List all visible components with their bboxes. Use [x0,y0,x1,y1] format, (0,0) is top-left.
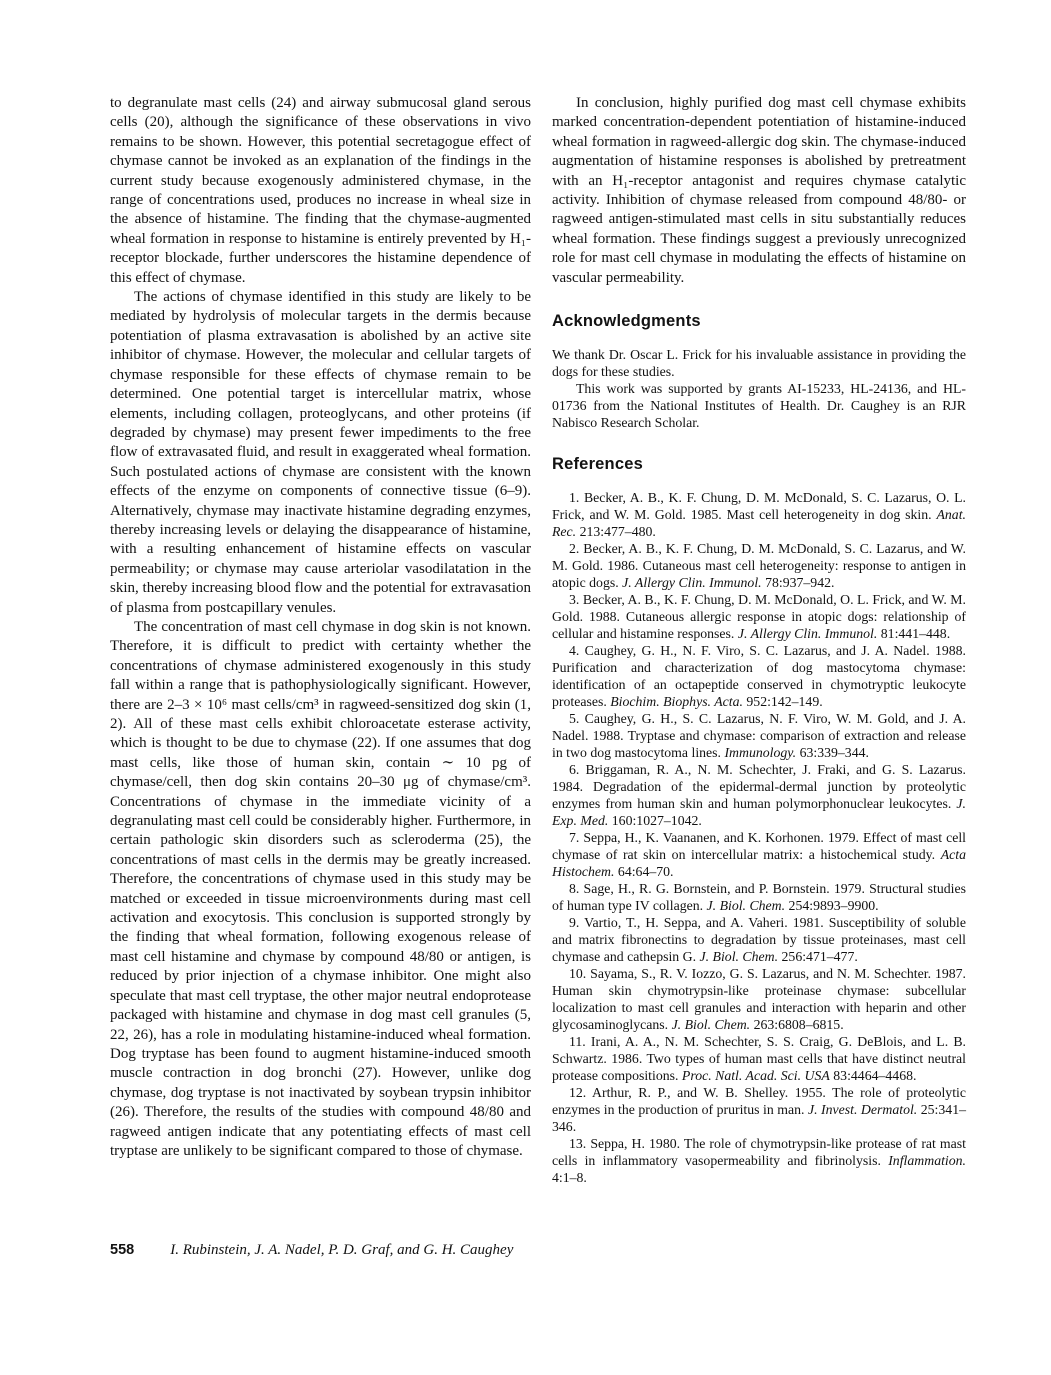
reference-item: 2. Becker, A. B., K. F. Chung, D. M. McDonald, S. C. Lazarus, and W. M. Gold. 1986. Cutaneous mast cell heterogeneity: response to antigen in atopic dogs. J. Allergy Clin. Immunol. 78:937–942. [552,541,966,591]
paragraph: to degranulate mast cells (24) and airway submucosal gland serous cells (20), although the significance of these observations in vivo remains to be shown. However, this potential secretagogue effect of chymase cannot be invoked as an explanation of the findings in the current study because exogenously administered chymase, in the range of concentrations used, produces no increase in wheal size in the absence of histamine. The finding that the chymase-augmented wheal formation in response to histamine is entirely prevented by H₁-receptor blockade, further underscores the histamine dependence of this effect of chymase. [110,95,531,286]
paragraph: We thank Dr. Oscar L. Frick for his invaluable assistance in providing the dogs for these studies. [552,347,966,380]
references-list [552,489,966,1186]
two-column-text-block [110,94,966,1186]
left-column [110,94,531,1186]
reference-item: 11. Irani, A. A., N. M. Schechter, S. S. Craig, G. DeBlois, and L. B. Schwartz. 1986. Two types of human mast cells that have distinct neutral protease compositions. Proc. Natl. Acad. Sci. USA 83:4464–4468. [552,1034,966,1084]
reference-item: 13. Seppa, H. 1980. The role of chymotrypsin-like protease of rat mast cells in inflammatory vasopermeability and fibrinolysis. Inflammation. 4:1–8. [552,1136,966,1186]
paragraph: This work was supported by grants AI-15233, HL-24136, and HL-01736 from the National Institutes of Health. Dr. Caughey is an RJR Nabisco Research Scholar. [552,381,966,431]
paragraph: The actions of chymase identified in this study are likely to be mediated by hydrolysis of molecular targets in the dermis because potentiation of plasma extravasation is abolished by an active site inhibitor of chymase. However, the molecular and cellular targets of chymase responsible for these effects of chymase remain to be determined. One potential target is intercellular matrix, whose elements, including collagen, proteoglycans, and other proteins (if degraded by chymase) may present fewer impediments to the free flow of extravasated fluid, and result in exaggerated wheal formation. Such postulated actions of chymase are consistent with the known effects of the enzyme on components of connective tissue (6–9). Alternatively, chymase may inactivate histamine degrading enzymes, thereby increasing levels or delaying the disappearance of histamine, with a resulting enhancement of histamine effects on vascular permeability; or chymase may cause arteriolar vasodilatation in the skin, thereby increasing blood flow and the potential for extravasation of plasma from postcapillary venules. [110,289,531,616]
acknowledgments-paragraphs [552,346,966,431]
paragraph: The concentration of mast cell chymase in dog skin is not known. Therefore, it is difficult to predict with certainty whether the concentrations of chymase administered exogenously in this study fall within a range that is pathophysiologically significant. However, there are 2–3 × 10⁶ mast cells/cm³ in ragweed-sensitized dog skin (1, 2). All of these mast cells exhibit chloroacetate esterase activity, which is thought to be due to chymase (22). If one assumes that dog mast cells, like those of human skin, contain ∼ 10 pg of chymase/cell, then dog skin contains 20–30 μg of chymase/cm³. Concentrations of chymase in the immediate vicinity of a degranulating mast cell could be considerably higher. Furthermore, in certain pathologic skin disorders such as scleroderma (25), the concentrations of mast cells in the dermis may be greatly increased. Therefore, the concentrations of chymase used in this study may be matched or exceeded in tissue microenvironments during mast cell activation and exocytosis. This conclusion is supported strongly by the finding that wheal formation, following exogenous release of mast cell histamine and chymase by compound 48/80 or antigen, is reduced by prior injection of a chymase inhibitor. One might also speculate that mast cell tryptase, the other major neutral endoprotease packaged with histamine and chymase in dog mast cell granules (5, 22, 26), has a role in modulating histamine-induced wheal formation. Dog tryptase has been found to augment histamine-induced smooth muscle contraction in dog bronchi (27). However, unlike dog chymase, dog tryptase is not inactivated by soybean trypsin inhibitor (26). Therefore, the results of the studies with compound 48/80 and ragweed antigen indicate that any potentiating effects of mast cell tryptase are unlikely to be significant compared to those of chymase. [110,618,531,1159]
reference-item: 1. Becker, A. B., K. F. Chung, D. M. McDonald, S. C. Lazarus, O. L. Frick, and W. M. Gold. 1985. Mast cell heterogeneity in dog skin. Anat. Rec. 213:477–480. [552,490,966,540]
reference-item: 5. Caughey, G. H., S. C. Lazarus, N. F. Viro, W. M. Gold, and J. A. Nadel. 1988. Tryptase and chymase: comparison of extraction and release in two dog mastocytoma lines. Immunology. 63:339–344. [552,711,966,761]
running-authors: I. Rubinstein, J. A. Nadel, P. D. Graf, and G. H. Caughey [170,1242,514,1258]
reference-item: 10. Sayama, S., R. V. Iozzo, G. S. Lazarus, and N. M. Schechter. 1987. Human skin chymotrypsin-like proteinase chymase: subcellular localization to mast cell granules and interaction with heparin and other glycosaminoglycans. J. Biol. Chem. 263:6808–6815. [552,966,966,1033]
acknowledgments-heading: Acknowledgments [552,312,701,331]
right-column [552,94,966,1186]
reference-item: 12. Arthur, R. P., and W. B. Shelley. 1955. The role of proteolytic enzymes in the production of pruritus in man. J. Invest. Dermatol. 25:341–346. [552,1085,966,1135]
reference-item: 4. Caughey, G. H., N. F. Viro, S. C. Lazarus, and J. A. Nadel. 1988. Purification and characterization of dog mastocytoma chymase: identification of an octapeptide conserved in chymotryptic leukocyte proteases. Biochim. Biophys. Acta. 952:142–149. [552,643,966,710]
reference-item: 9. Vartio, T., H. Seppa, and A. Vaheri. 1981. Susceptibility of soluble and matrix fibronectins to degradation by tissue proteinases, mast cell chymase and cathepsin G. J. Biol. Chem. 256:471–477. [552,915,966,965]
conclusion-paragraphs [552,94,966,288]
reference-item: 6. Briggaman, R. A., N. M. Schechter, J. Fraki, and G. S. Lazarus. 1984. Degradation of the epidermal-dermal junction by proteolytic enzymes from human skin and human polymorphonuclear leukocytes. J. Exp. Med. 160:1027–1042. [552,762,966,829]
reference-item: 3. Becker, A. B., K. F. Chung, D. M. McDonald, O. L. Frick, and W. M. Gold. 1988. Cutaneous allergic response in atopic dogs: relationship of cellular and histamine responses. J. Allergy Clin. Immunol. 81:441–448. [552,592,966,642]
paragraph: In conclusion, highly purified dog mast cell chymase exhibits marked concentration-dependent potentiation of histamine-induced wheal formation in ragweed-allergic dog skin. The chymase-induced augmentation of histamine responses is abolished by pretreatment with an H₁-receptor antagonist and requires chymase catalytic activity. Inhibition of chymase released from compound 48/80- or ragweed antigen-stimulated mast cells in situ substantially reduces wheal formation. These findings suggest a previously unrecognized role for mast cell chymase in modulating the effects of histamine on vascular permeability. [552,95,966,286]
footer [110,1242,513,1259]
reference-item: 8. Sage, H., R. G. Bornstein, and P. Bornstein. 1979. Structural studies of human type IV collagen. J. Biol. Chem. 254:9893–9900. [552,881,966,914]
references-heading: References [552,455,643,474]
reference-item: 7. Seppa, H., K. Vaananen, and K. Korhonen. 1979. Effect of mast cell chymase of rat skin on intercellular matrix: a histochemical study. Acta Histochem. 64:64–70. [552,830,966,880]
page-number: 558 [110,1242,135,1258]
